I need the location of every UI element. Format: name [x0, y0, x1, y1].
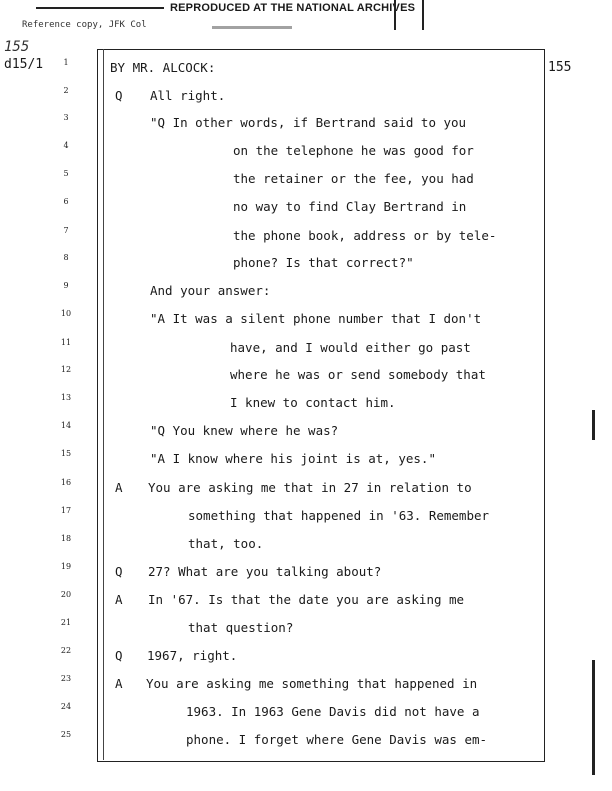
- transcript-line-text: 27? What are you talking about?: [148, 564, 382, 579]
- line-number: 24: [60, 702, 72, 711]
- line-number: 2: [63, 86, 69, 95]
- line-number: 15: [60, 449, 72, 458]
- line-number: 12: [60, 365, 72, 374]
- transcript-line-text: You are asking me that in 27 in relation to: [148, 480, 472, 495]
- transcript-line-text: no way to find Clay Bertrand in: [233, 199, 467, 214]
- transcript-line-text: on the telephone he was good for: [233, 143, 474, 158]
- line-number: 10: [60, 309, 72, 318]
- header-box: [394, 0, 424, 30]
- transcript-line-text: that question?: [188, 620, 294, 635]
- transcript-line-text: the retainer or the fee, you had: [233, 171, 474, 186]
- scan-artifact-upper: [592, 410, 595, 440]
- transcript-line-text: phone? Is that correct?": [233, 255, 414, 270]
- transcript-line-text: "A It was a silent phone number that I don't: [150, 311, 482, 326]
- line-number: 7: [63, 226, 69, 235]
- page-number: 155: [548, 60, 572, 75]
- archive-stamp: REPRODUCED AT THE NATIONAL ARCHIVES: [170, 2, 416, 14]
- line-number: 13: [60, 393, 72, 402]
- line-number: 25: [60, 730, 72, 739]
- line-number: 5: [63, 169, 69, 178]
- line-number: 4: [63, 141, 69, 150]
- transcript-line-text: phone. I forget where Gene Davis was em-: [186, 732, 488, 747]
- transcript-line-text: "Q In other words, if Bertrand said to you: [150, 115, 467, 130]
- line-number: 19: [60, 562, 72, 571]
- line-number: 22: [60, 646, 72, 655]
- transcript-line-text: have, and I would either go past: [230, 340, 471, 355]
- reference-copy-note: Reference copy, JFK Col: [22, 20, 147, 30]
- transcript-line-text: 1963. In 1963 Gene Davis did not have a: [186, 704, 480, 719]
- handwritten-page-mark: 155: [4, 39, 30, 55]
- transcript-line-text: the phone book, address or by tele-: [233, 228, 497, 243]
- transcript-line-text: I knew to contact him.: [230, 395, 396, 410]
- line-number: 18: [60, 534, 72, 543]
- line-number: 11: [60, 338, 72, 347]
- line-number: 14: [60, 421, 72, 430]
- margin-rule: [103, 49, 104, 760]
- speaker-label: Q: [115, 564, 123, 579]
- speaker-label: Q: [115, 88, 123, 103]
- transcript-line-text: "Q You knew where he was?: [150, 423, 339, 438]
- speaker-label: A: [115, 480, 123, 495]
- transcript-line-text: And your answer:: [150, 283, 271, 298]
- line-number: 17: [60, 506, 72, 515]
- transcript-line-text: where he was or send somebody that: [230, 367, 486, 382]
- line-number: 21: [60, 618, 72, 627]
- line-number: 1: [63, 58, 69, 67]
- scan-artifact-lower: [592, 660, 595, 775]
- speaker-label: A: [115, 676, 123, 691]
- line-number: 9: [63, 281, 69, 290]
- transcript-line-text: All right.: [150, 88, 226, 103]
- line-number: 23: [60, 674, 72, 683]
- transcript-line-text: BY MR. ALCOCK:: [110, 60, 216, 75]
- transcript-line-text: that, too.: [188, 536, 264, 551]
- transcript-line-text: "A I know where his joint is at, yes.": [150, 451, 436, 466]
- transcript-line-text: In '67. Is that the date you are asking me: [148, 592, 465, 607]
- line-number: 6: [63, 197, 69, 206]
- transcript-line-text: something that happened in '63. Remember: [188, 508, 490, 523]
- speaker-label: Q: [115, 648, 123, 663]
- line-number: 8: [63, 253, 69, 262]
- line-number: 3: [63, 113, 69, 122]
- line-number: 20: [60, 590, 72, 599]
- transcript-line-text: You are asking me something that happened in: [146, 676, 478, 691]
- header-rule: [36, 7, 164, 9]
- line-number: 16: [60, 478, 72, 487]
- transcript-line-text: 1967, right.: [147, 648, 238, 663]
- header-smudge: [212, 26, 292, 29]
- speaker-label: A: [115, 592, 123, 607]
- document-id: d15/1: [4, 57, 44, 72]
